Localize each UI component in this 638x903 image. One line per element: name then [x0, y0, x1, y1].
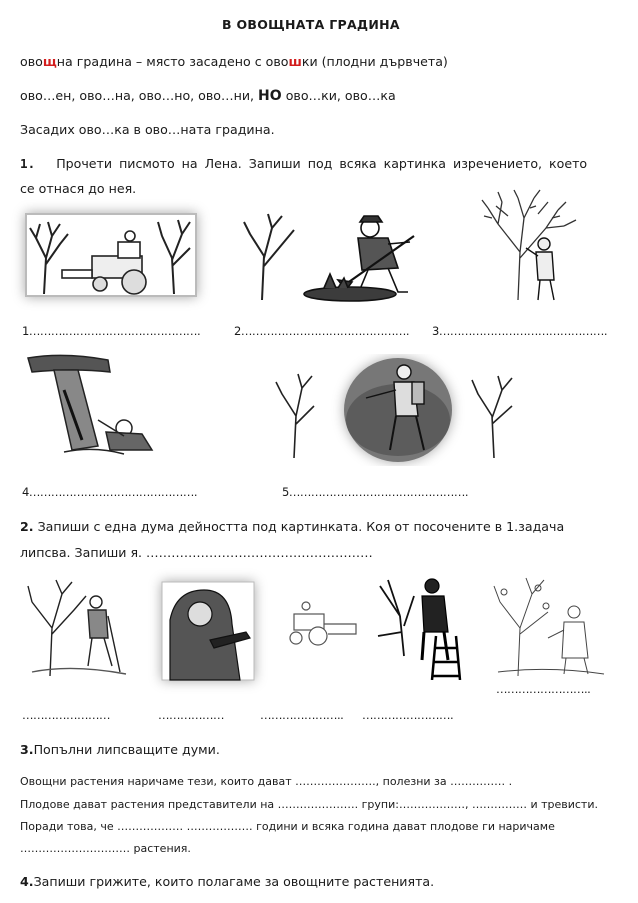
- cutting-tree-image: [24, 350, 174, 460]
- task2-answer-5[interactable]: ……………………..: [496, 682, 591, 696]
- task3-line-2: Плодове дават растения представители на …………………. групи:………………, …………… и тревисти.: [20, 798, 598, 811]
- task-text: Запиши с една дума дейността под картинката. Коя от посочените в 1.задача: [33, 519, 565, 534]
- task2-answer-4[interactable]: …………………….: [362, 708, 454, 722]
- intro-line-2: [20, 88, 396, 104]
- task1-line-2: се отнася до нея.: [20, 181, 137, 196]
- task-text: Попълни липсващите думи.: [33, 742, 220, 757]
- spraying-orchard-image: [272, 354, 522, 466]
- raking-leaves-image: [22, 576, 132, 680]
- task1-answer-3[interactable]: 3……………………………………….: [432, 324, 607, 338]
- highlight-letter: ш: [288, 54, 302, 69]
- pruning-tree-image: [478, 188, 588, 304]
- task-text: Прочети писмото на Лена. Запиши под всяка картинка изречението, което: [56, 156, 588, 171]
- intro-text: на градина – място засадено с ово: [56, 54, 289, 69]
- task1-line-1: [20, 156, 587, 171]
- ladder-pruning-image: [374, 576, 470, 680]
- task3-line-4: ………………………… растения.: [20, 842, 191, 855]
- planting-tree-image: [488, 572, 608, 680]
- task2-line-2: липсва. Запиши я. ………………………………………………: [20, 545, 373, 560]
- intro-line-1: [20, 54, 448, 69]
- task1-answer-5[interactable]: 5………………………………………….: [282, 485, 468, 499]
- task1-answer-4[interactable]: 4……………………………………….: [22, 485, 197, 499]
- digging-man-image: [238, 208, 434, 304]
- task-number: 1.: [20, 156, 36, 171]
- task3-heading: [20, 742, 220, 757]
- task-number: 2.: [20, 519, 34, 534]
- intro-text: ово…ен, ово…на, ово…но, ово…ни,: [20, 88, 255, 103]
- tractor-orchard-image: [22, 208, 200, 300]
- spraying-man-image: [160, 580, 256, 682]
- intro-text: ки (плодни дървчета): [301, 54, 448, 69]
- page-title: В ОВОЩНАТА ГРАДИНА: [222, 17, 400, 32]
- task2-line-1: [20, 519, 564, 534]
- task-number: 4.: [20, 874, 34, 889]
- task2-answer-3[interactable]: …………………..: [260, 708, 344, 722]
- emphasis-word: НО: [258, 88, 282, 104]
- task-text: Запиши грижите, които полагаме за овощните растенията.: [33, 874, 435, 889]
- task4-heading: [20, 874, 434, 889]
- highlight-letter: щ: [42, 54, 57, 69]
- task-number: 3.: [20, 742, 34, 757]
- task2-answer-1[interactable]: ……………………: [22, 708, 110, 722]
- task2-answer-2[interactable]: ………………: [158, 708, 224, 722]
- task3-line-3: Поради това, че ……………… ……………… години и всяка година дават плодове ги наричаме: [20, 820, 555, 833]
- intro-line-3: Засадих ово…ка в ово…ната градина.: [20, 122, 275, 137]
- task1-answer-2[interactable]: 2……………………………………….: [234, 324, 409, 338]
- intro-text: ово: [20, 54, 43, 69]
- small-tractor-image: [270, 594, 360, 654]
- task3-line-1: Овощни растения наричаме тези, които дават …………………., полезни за …………… .: [20, 775, 513, 788]
- task1-answer-1[interactable]: 1……….……………………………….: [22, 324, 201, 338]
- intro-text: ово…ки, ово…ка: [285, 88, 396, 103]
